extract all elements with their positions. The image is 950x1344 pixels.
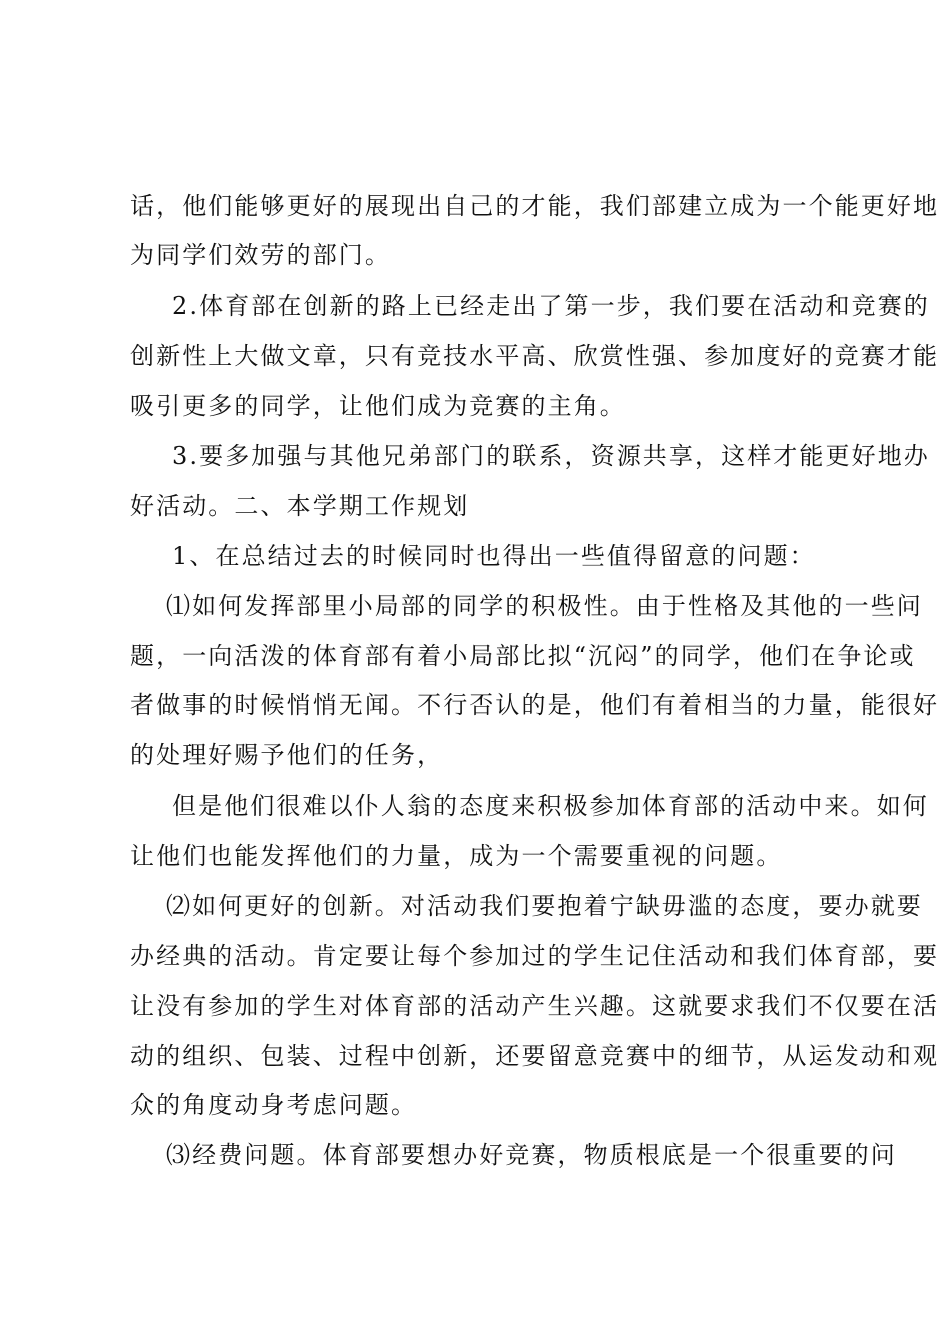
text-line: ⑴如何发挥部里小局部的同学的积极性。由于性格及其他的一些问 (166, 592, 923, 620)
text-line: 题，一向活泼的体育部有着小局部比拟“沉闷”的同学，他们在争论或 (130, 642, 916, 670)
text-line: 2.体育部在创新的路上已经走出了第一步，我们要在活动和竞赛的 (172, 292, 930, 320)
text-line: 吸引更多的同学，让他们成为竞赛的主角。 (130, 392, 626, 420)
text-line: 创新性上大做文章，只有竞技水平高、欣赏性强、参加度好的竞赛才能 (130, 342, 940, 370)
text-line: 但是他们很难以仆人翁的态度来积极参加体育部的活动中来。如何 (172, 792, 929, 820)
text-line: ⑶经费问题。体育部要想办好竞赛，物质根底是一个很重要的问 (166, 1141, 897, 1169)
text-line: 为同学们效劳的部门。 (130, 241, 391, 269)
text-line: 让没有参加的学生对体育部的活动产生兴趣。这就要求我们不仅要在活 (130, 992, 940, 1020)
text-line: 让他们也能发挥他们的力量，成为一个需要重视的问题。 (130, 842, 783, 870)
text-line: ⑵如何更好的创新。对活动我们要抱着宁缺毋滥的态度，要办就要 (166, 892, 923, 920)
text-line: 3.要多加强与其他兄弟部门的联系，资源共享，这样才能更好地办 (172, 442, 930, 470)
text-line: 好活动。二、本学期工作规划 (130, 492, 470, 520)
text-line: 办经典的活动。肯定要让每个参加过的学生记住活动和我们体育部，要 (130, 942, 940, 970)
text-line: 的处理好赐予他们的任务， (130, 741, 444, 769)
text-line: 者做事的时候悄悄无闻。不行否认的是，他们有着相当的力量，能很好 (130, 691, 940, 719)
text-line: 动的组织、包装、过程中创新，还要留意竞赛中的细节，从运发动和观 (130, 1042, 940, 1070)
text-line: 众的角度动身考虑问题。 (130, 1091, 418, 1119)
text-line: 1、在总结过去的时候同时也得出一些值得留意的问题： (172, 542, 816, 570)
text-line: 话，他们能够更好的展现出自己的才能，我们部建立成为一个能更好地 (130, 192, 940, 220)
